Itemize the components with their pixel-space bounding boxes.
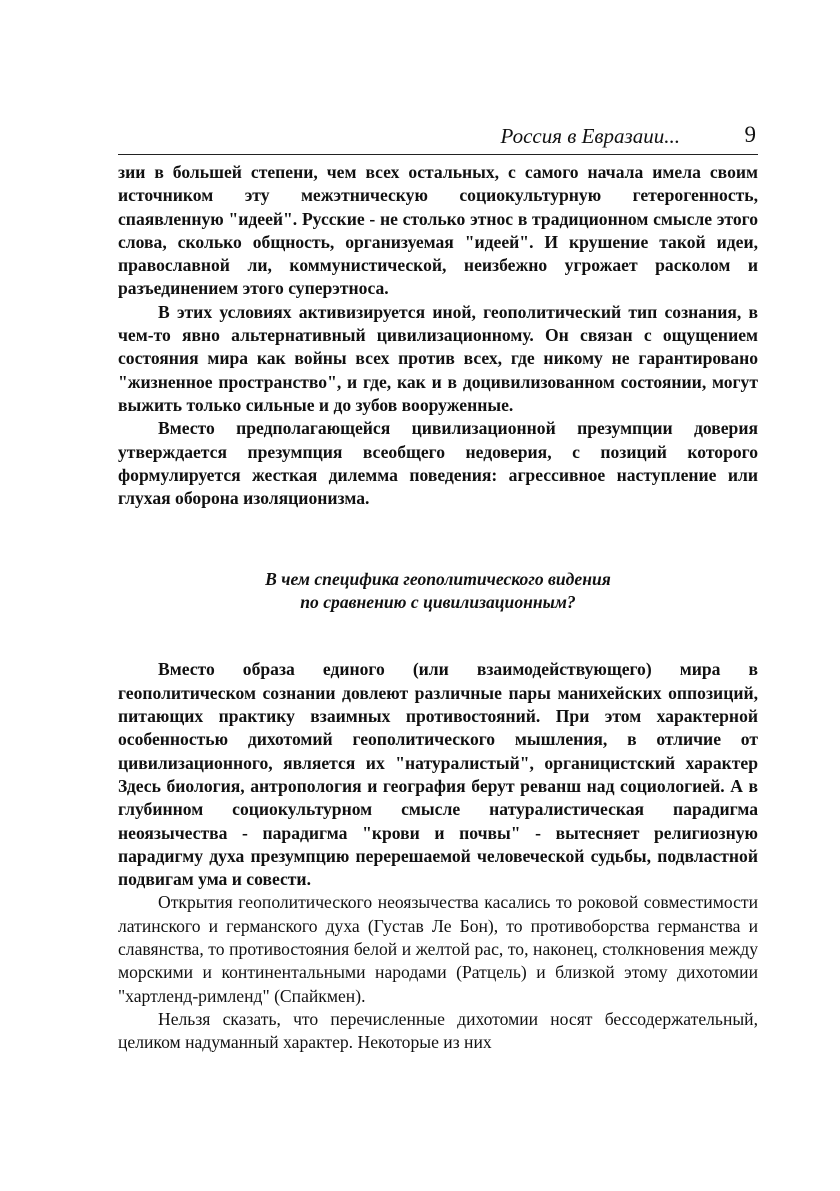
- after-title-gap: [118, 614, 758, 658]
- paragraph-5: Открытия геополитического неоязычества касались то роковой совместимости латинского и германского духа (Густав Ле Бон), то противоборства германства и славянства, то противостояния белой и желтой рас, то, наконец, столкновения между морскими и континентальными народами (Ратцель) и близкой этому дихотомии "хартленд-римленд" (Спайкмен).: [118, 892, 758, 1006]
- section-title-line-1: В чем специфика геополитического видения: [265, 569, 611, 590]
- header-rule: [118, 154, 758, 155]
- paragraph-1: зии в большей степени, чем всех остальных, с самого начала имела своим источником эту межэтническую социокультурную гетерогенность, спаявленную "идеей". Русские - не столько этнос в традиционном смысле этого слова, сколько общность, организуемая "идеей". И крушение такой идеи, православной ли, коммунистической, неизбежно угрожает расколом и разъединением этого суперэтноса.: [118, 162, 758, 299]
- section-gap: [118, 510, 758, 568]
- book-page: [118, 118, 758, 1055]
- paragraph-3: Вместо предполагающейся цивилизационной презумпции доверия утверждается презумпция всеобщего недоверия, с позиций которого формулируется жесткая дилемма поведения: агрессивное наступление или глухая оборона изоляционизма.: [118, 418, 758, 509]
- running-title: Россия в Евразаии...: [500, 124, 680, 148]
- paragraph-2: В этих условиях активизируется иной, геополитический тип сознания, в чем-то явно альтернативный цивилизационному. Он связан с ощущением состояния мира как войны всех против всех, где никому не гарантировано "жизненное пространство", и где, как и в доцивилизованном состоянии, могут выжить только сильные и до зубов вооруженные.: [118, 301, 758, 415]
- paragraph-4: Вместо образа единого (или взаимодействующего) мира в геополитическом сознании довлеют различные пары манихейских оппозиций, питающих практику взаимных противостояний. При этом характерной особенностью дихотомий геополитического мышления, в отличие от цивилизационного, является их "натуралистый", органицистский характер Здесь биология, антропология и география берут реванш над социологией. А в глубинном социокультурном смысле натуралистическая парадигма неоязычества - парадигма "крови и почвы" - вытесняет религиозную парадигму духа презумпцию перерешаемой человеческой судьбы, подвластной подвигам ума и совести.: [118, 659, 758, 890]
- running-header: [118, 118, 758, 154]
- section-title-line-2: по сравнению с цивилизационным?: [300, 592, 576, 613]
- paragraph-6: Нельзя сказать, что перечисленные дихотомии носят бессодержательный, целиком надуманный характер. Некоторые из них: [118, 1008, 758, 1053]
- page-number: 9: [744, 122, 756, 147]
